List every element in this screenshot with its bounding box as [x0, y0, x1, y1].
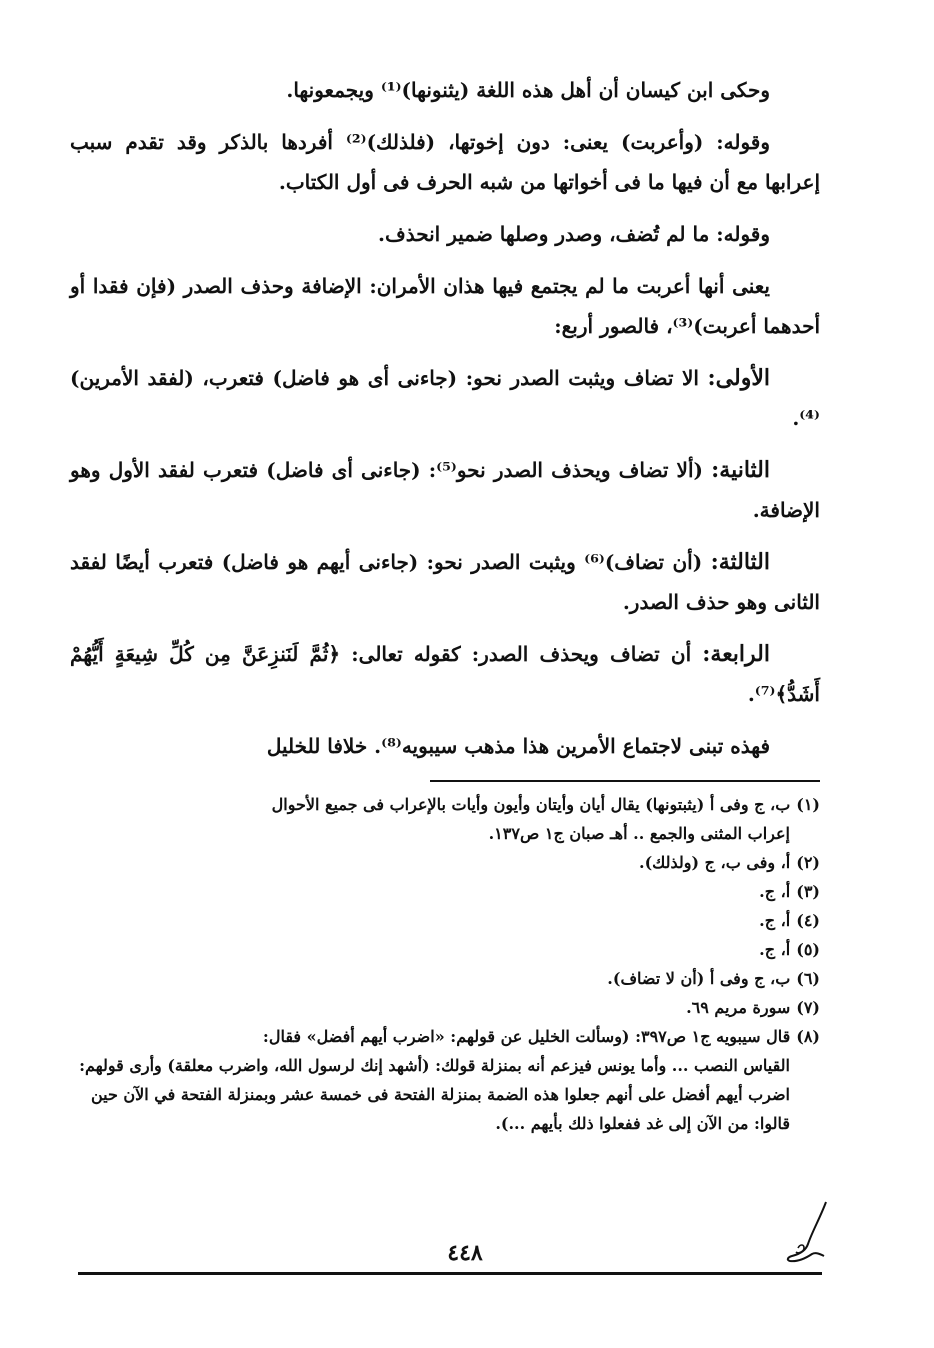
footnote-number: (٣) — [796, 882, 820, 901]
footnote-number: (٢) — [796, 853, 820, 872]
paragraph-8-lead: الرابعة: — [702, 641, 770, 667]
footnote-number: (٧) — [796, 998, 820, 1017]
footnote-continuation: القياس النصب ... وأما يونس فيزعم أنه بمنزلة قولك: (أشهد إنك لرسول الله، واضرب معلقة) وأرى قولهم: اضرب أيهم أفضل على أنهم جعلوا هذه الضمة بمنزلة الفتحة فى خمسة عشر وبمنزلة الفتحة في الآن حين قالوا: من الآن إلى غد ففعلوا ذلك بأيهم ...). — [79, 1056, 790, 1133]
paragraph-5-body: الا تضاف ويثبت الصدر نحو: (جاءنى أى هو فاضل) فتعرب، (لفقد الأمرين)⁽⁴⁾. — [70, 366, 820, 430]
page-number: ٤٤٨ — [447, 1240, 483, 1266]
footnote-7 — [78, 993, 820, 1022]
footnote-6 — [78, 964, 820, 993]
paragraph-5 — [70, 358, 820, 438]
paragraph-5-lead: الأولى: — [707, 365, 770, 391]
footnote-text: أ، وفى ب، ج (ولذلك). — [639, 853, 791, 872]
footnote-number: (١) — [796, 795, 820, 814]
bottom-rule — [78, 1272, 822, 1275]
footnote-number: (٥) — [796, 940, 820, 959]
paragraph-7-lead: الثالثة: — [710, 549, 770, 575]
paragraph-7 — [70, 542, 820, 622]
footnote-text: ب، ج وفى أ (أن لا تضاف). — [607, 969, 791, 988]
paragraph-8 — [70, 634, 820, 714]
footnote-3 — [78, 877, 820, 906]
footnote-8 — [78, 1022, 820, 1138]
main-text — [70, 70, 820, 778]
footnote-continuation: إعراب المثنى والجمع .. أهـ صبان ج١ ص١٣٧. — [488, 824, 790, 843]
footnote-1 — [78, 790, 820, 848]
footnote-text: قال سيبويه ج١ ص٣٩٧: (وسألت الخليل عن قولهم: «اضرب أيهم أفضل» فقال: — [262, 1027, 791, 1046]
paragraph-8-body: أن تضاف ويحذف الصدر: كقوله تعالى: ﴿ثُمَّ لَنَنزِعَنَّ مِن كُلِّ شِيعَةٍ أَيُّهُمْ أَشَدُّ﴾⁽⁷⁾. — [70, 642, 820, 706]
footnote-2 — [78, 848, 820, 877]
footnote-text: أ، ج. — [759, 911, 791, 930]
footnote-text: أ، ج. — [759, 882, 791, 901]
paragraph-1: وحكى ابن كيسان أن أهل هذه اللغة (يثنونها)⁽¹⁾ ويجمعونها. — [286, 78, 770, 102]
paragraph-6-body: (ألا تضاف ويحذف الصدر نحو⁽⁵⁾: (جاءنى أى فاضل) فتعرب لفقد الأول وهو الإضافة. — [70, 458, 820, 522]
paragraph-9: فهذه تبنى لاجتماع الأمرين هذا مذهب سيبويه⁽⁸⁾. خلافا للخليل — [266, 734, 770, 758]
footnote-5 — [78, 935, 820, 964]
footnote-number: (٤) — [796, 911, 820, 930]
footnote-text: سورة مريم ٦٩. — [686, 998, 791, 1017]
footnote-text: ب، ج وفى أ (يثبتونها) يقال أيان وأيتان وأيون وأيات بالإعراب فى جميع الأحوال — [271, 795, 791, 814]
footnote-number: (٨) — [796, 1027, 820, 1046]
handwritten-signature-icon — [782, 1198, 832, 1268]
footnote-text: أ، ج. — [759, 940, 791, 959]
paragraph-6-lead: الثانية: — [711, 457, 770, 483]
footnote-number: (٦) — [796, 969, 820, 988]
paragraph-4: يعنى أنها أعربت ما لم يجتمع فيها هذان الأمران: الإضافة وحذف الصدر (فإن فقدا أو أحدهما أعربت)⁽³⁾، فالصور أربع: — [70, 274, 820, 338]
paragraph-6 — [70, 450, 820, 530]
footnote-4 — [78, 906, 820, 935]
paragraph-3: وقوله: ما لم تُضف، وصدر وصلها ضمير انحذف. — [378, 222, 770, 246]
footnote-divider — [430, 780, 820, 782]
paragraph-7-body: (أن تضاف)⁽⁶⁾ ويثبت الصدر نحو: (جاءنى أيهم هو فاضل) فتعرب أيضًا لفقد الثانى وهو حذف الصدر. — [70, 550, 820, 614]
paragraph-2: وقوله: (وأعربت) يعنى: دون إخوتها، (فلذلك)⁽²⁾ أفردها بالذكر وقد تقدم سبب إعرابها مع أن فيها ما فى أخواتها من شبه الحرف فى أول الكتاب. — [70, 130, 820, 194]
footnotes — [78, 790, 820, 1138]
